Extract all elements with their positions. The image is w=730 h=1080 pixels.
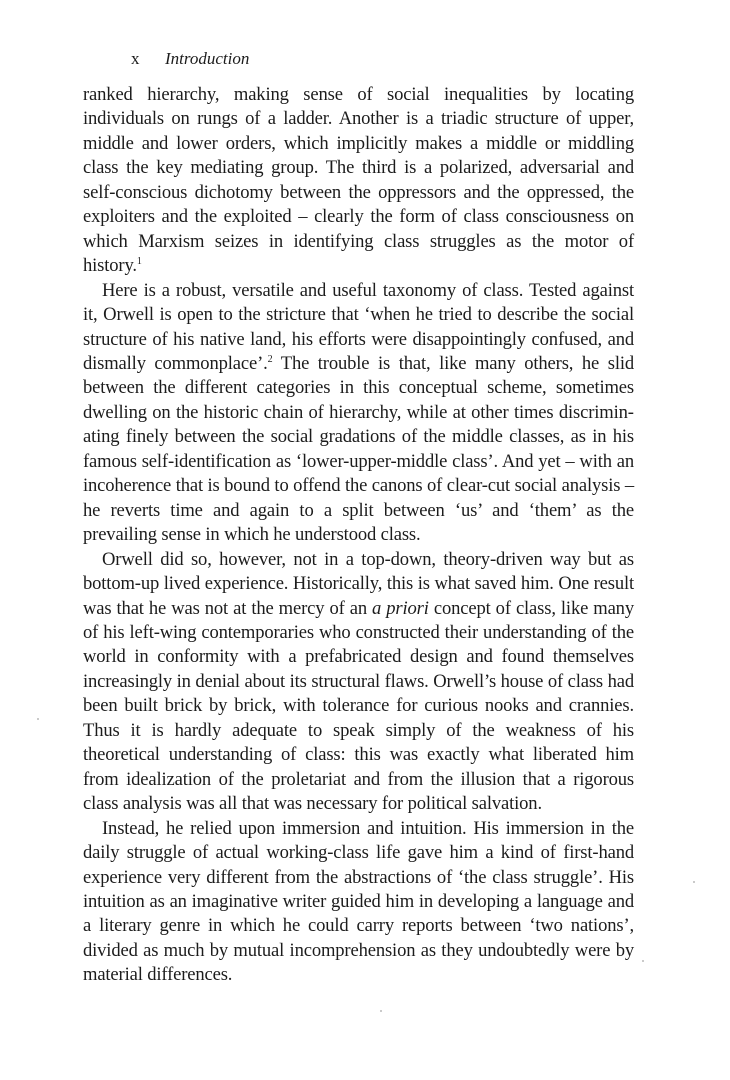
text-run: concept of class, like many of his left-wing contemporaries who constructed their understanding of the world in conformity with a prefabricated design and found themselves increasingly in denial about its structural flaws. Orwell’s house of class had been built brick by brick, with tolerance for curious nooks and crannies. Thus it is hardly adequate to speak simply of the weakness of his theoretical understanding of class: this was exactly what liberated him from idealization of the proletariat and from the illusion that a rigorous class analysis was all that was necessary for political salvation. — [83, 597, 634, 815]
paragraph-1 — [83, 83, 634, 279]
text-run: Instead, he relied upon immersion and intuition. His immersion in the daily struggle of actual working-class life gave him a kind of first-hand experience very different from the abstractions of ‘the class struggle’. His intuition as an imaginative writer guided him in developing a language and a literary genre in which he could carry reports between ‘two nations’, divided as much by mutual incomprehension as they undoubtedly were by material differences. — [83, 817, 634, 986]
paragraph-3 — [83, 548, 634, 817]
page-number: x — [131, 49, 140, 68]
text-run: ranked hierarchy, making sense of social inequalities by locating individuals on rungs of a ladder. Another is a triadic structure of upper, middle and lower orders, which implicitly makes a middle or middling class the key mediating group. The third is a polarized, adversarial and self-conscious dichotomy between the oppressors and the oppressed, the exploiters and the exploited – clearly the form of class consciousness on which Marxism seizes in identifying class struggles as the motor of history. — [83, 84, 634, 277]
italic-phrase: a priori — [372, 597, 429, 619]
scan-speck — [380, 1010, 382, 1012]
footnote-ref-1: 1 — [136, 256, 142, 268]
footnote-ref-2: 2 — [267, 353, 273, 365]
scan-speck — [693, 881, 695, 883]
text-run: Orwell did so, however, not in a top-down, theory-driven way but as bottom-up lived experience. Historically, this is what saved him. One result was that he was not at the mercy of an — [83, 548, 634, 619]
text-run: The trouble is that, like many others, he slid between the different categories in this conceptual scheme, sometimes dwelling on the historic chain of hierarchy, while at other times discriminating finely between the social gradations of the middle classes, as in his famous self-identification as ‘lower-upper-middle class’. And yet – with an incoherence that is bound to offend the canons of clear-cut social analysis – he reverts time and again to a split between ‘us’ and ‘them’ as the prevailing sense in which he understood class. — [83, 352, 634, 546]
scan-speck — [642, 960, 644, 962]
paragraph-2 — [83, 279, 634, 548]
running-head — [131, 48, 249, 70]
scan-speck — [37, 718, 39, 720]
body-text — [83, 83, 634, 988]
chapter-title: Introduction — [165, 49, 250, 68]
paragraph-4 — [83, 817, 634, 988]
text-run: Here is a robust, versatile and useful taxonomy of class. Tested against it, Orwell is open to the stricture that ‘when he tried to describe the social structure of his native land, his efforts were disappointingly confused, and dismally commonplace’. — [83, 279, 634, 374]
